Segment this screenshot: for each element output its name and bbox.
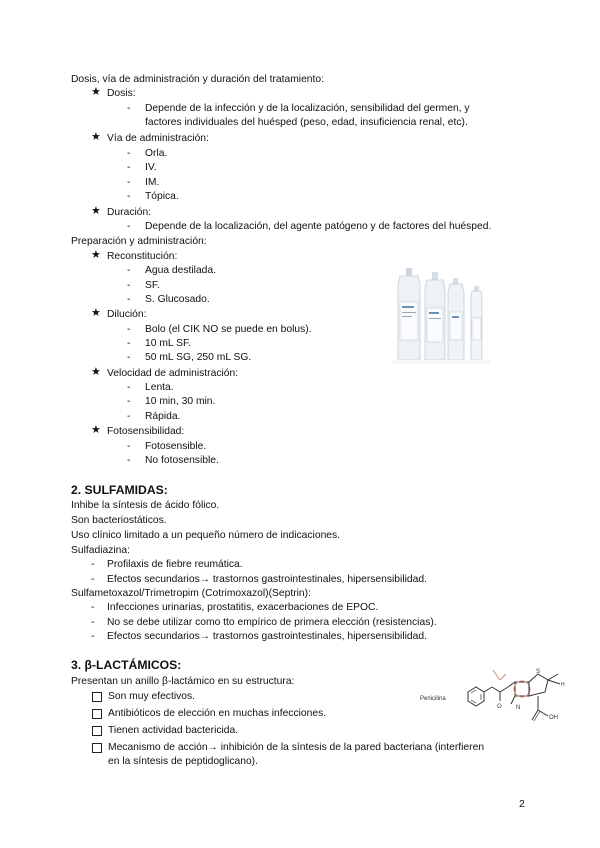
dash-bullet-icon: - xyxy=(127,177,131,188)
via-item: IV. xyxy=(145,162,157,173)
checklist-item: Mecanismo de acción→ inhibición de la síntesis de la pared bacteriana (interfieren xyxy=(108,742,485,753)
intro-preparacion: Preparación y administración: xyxy=(71,236,207,247)
dilucion-item: Bolo (el CIK NO se puede en bolus). xyxy=(145,324,312,335)
dash-bullet-icon: - xyxy=(91,631,95,642)
penicillin-structure-image xyxy=(420,660,585,732)
duracion-item: Depende de la localización, del agente patógeno y de factores del huésped. xyxy=(145,221,492,232)
checklist-item: Antibióticos de elección en muchas infecciones. xyxy=(108,708,327,719)
label-sulfadiazina: Sulfadiazina: xyxy=(71,545,130,556)
velocidad-item: Lenta. xyxy=(145,382,174,393)
star-bullet-icon: ★ xyxy=(91,249,101,261)
sulfametoxazol-item: No se debe utilizar como tto empírico de primera elección (resistencias). xyxy=(107,617,437,628)
label-sulfametoxazol: Sulfametoxazol/Trimetropim (Cotrimoxazol)(Septrin): xyxy=(71,588,311,599)
dash-bullet-icon: - xyxy=(91,559,95,570)
label-reconstitucion: Reconstitución: xyxy=(107,251,178,262)
dilucion-item: 10 mL SF. xyxy=(145,338,191,349)
checklist-item-continued: en la síntesis de peptidoglicano). xyxy=(108,756,258,767)
dash-bullet-icon: - xyxy=(127,294,131,305)
sulfamidas-line: Uso clínico limitado a un pequeño número de indicaciones. xyxy=(71,530,341,541)
atom-n-label: N xyxy=(516,705,521,711)
checklist-item: Tienen actividad bactericida. xyxy=(108,725,239,736)
velocidad-item: Rápida. xyxy=(145,411,181,422)
star-bullet-icon: ★ xyxy=(91,307,101,319)
reconstitucion-item: S. Glucosado. xyxy=(145,294,210,305)
via-item: Orla. xyxy=(145,148,168,159)
dash-bullet-icon: - xyxy=(127,162,131,173)
dash-bullet-icon: - xyxy=(127,338,131,349)
dosis-item: Depende de la infección y de la localización, sensibilidad del germen, y xyxy=(145,103,470,114)
atom-oh-label: OH xyxy=(549,715,558,721)
dash-bullet-icon: - xyxy=(127,221,131,232)
dash-bullet-icon: - xyxy=(127,280,131,291)
label-dilucion: Dilución: xyxy=(107,309,147,320)
label-dosis: Dosis: xyxy=(107,88,136,99)
via-item: Tópica. xyxy=(145,191,179,202)
star-bullet-icon: ★ xyxy=(91,424,101,436)
sulfametoxazol-item: Infecciones urinarias, prostatitis, exacerbaciones de EPOC. xyxy=(107,602,379,613)
reconstitucion-item: Agua destilada. xyxy=(145,265,216,276)
sulfamidas-line: Son bacteriostáticos. xyxy=(71,515,167,526)
dash-bullet-icon: - xyxy=(127,103,131,114)
dash-bullet-icon: - xyxy=(91,617,95,628)
checkbox-icon xyxy=(92,692,102,702)
checkbox-icon xyxy=(92,709,102,719)
dash-bullet-icon: - xyxy=(127,441,131,452)
label-duracion: Duración: xyxy=(107,207,152,218)
checkbox-icon xyxy=(92,743,102,753)
dash-bullet-icon: - xyxy=(127,265,131,276)
atom-s-label: S xyxy=(536,669,541,675)
atom-h-label: H xyxy=(561,682,565,688)
dash-bullet-icon: - xyxy=(91,602,95,613)
dash-bullet-icon: - xyxy=(91,574,95,585)
heading-sulfamidas: 2. SULFAMIDAS: xyxy=(71,483,168,497)
sulfametoxazol-item: Efectos secundarios→ trastornos gastrointestinales, hipersensibilidad. xyxy=(107,631,427,642)
via-item: IM. xyxy=(145,177,160,188)
beta-lactamicos-intro: Presentan un anillo β-lactámico en su estructura: xyxy=(71,676,295,687)
dash-bullet-icon: - xyxy=(127,396,131,407)
dosis-item-continued: factores individuales del huésped (peso, edad, insuficiencia renal, etc). xyxy=(145,117,468,128)
star-bullet-icon: ★ xyxy=(91,366,101,378)
dash-bullet-icon: - xyxy=(127,324,131,335)
star-bullet-icon: ★ xyxy=(91,131,101,143)
checkbox-icon xyxy=(92,726,102,736)
heading-beta-lactamicos: 3. β-LACTÁMICOS: xyxy=(71,658,182,672)
intro-dosis-via-duracion: Dosis, vía de administración y duración del tratamiento: xyxy=(71,74,324,85)
label-fotosensibilidad: Fotosensibilidad: xyxy=(107,426,185,437)
penicillin-name-label: Penicilina xyxy=(420,696,446,702)
dash-bullet-icon: - xyxy=(127,191,131,202)
dilucion-item: 50 mL SG, 250 mL SG. xyxy=(145,352,252,363)
fotosensibilidad-item: No fotosensible. xyxy=(145,455,219,466)
checklist-item: Son muy efectivos. xyxy=(108,691,195,702)
dash-bullet-icon: - xyxy=(127,455,131,466)
velocidad-item: 10 min, 30 min. xyxy=(145,396,216,407)
label-via-administracion: Vía de administración: xyxy=(107,133,209,144)
atom-o-label: O xyxy=(497,704,502,710)
iv-bottles-image xyxy=(392,268,490,364)
label-velocidad: Velocidad de administración: xyxy=(107,368,239,379)
fotosensibilidad-item: Fotosensible. xyxy=(145,441,207,452)
dash-bullet-icon: - xyxy=(127,352,131,363)
star-bullet-icon: ★ xyxy=(91,86,101,98)
sulfadiazina-item: Profilaxis de fiebre reumática. xyxy=(107,559,243,570)
reconstitucion-item: SF. xyxy=(145,280,160,291)
sulfadiazina-item: Efectos secundarios→ trastornos gastrointestinales, hipersensibilidad. xyxy=(107,574,427,585)
dash-bullet-icon: - xyxy=(127,148,131,159)
dash-bullet-icon: - xyxy=(127,382,131,393)
sulfamidas-line: Inhibe la síntesis de ácido fólico. xyxy=(71,500,220,511)
star-bullet-icon: ★ xyxy=(91,205,101,217)
page-number: 2 xyxy=(519,798,525,810)
dash-bullet-icon: - xyxy=(127,411,131,422)
